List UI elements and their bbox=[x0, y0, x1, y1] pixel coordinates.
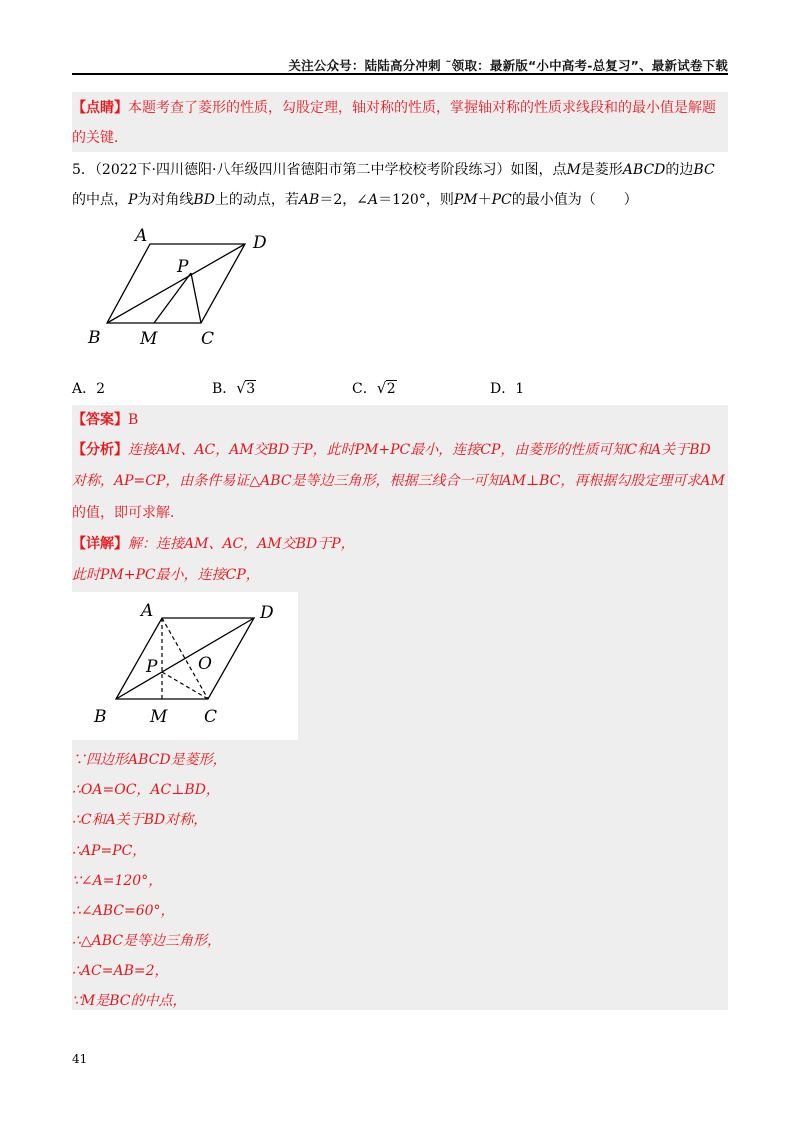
answer-value: B bbox=[128, 412, 139, 428]
answer-options bbox=[72, 378, 732, 400]
sqrt-symbol: √ 3 bbox=[236, 379, 256, 397]
q-text: 为对角线 bbox=[137, 192, 194, 208]
option-value: 1 bbox=[515, 381, 525, 397]
step-7: ∴△ABC是等边三角形， bbox=[72, 933, 222, 949]
question-line-2 bbox=[72, 190, 732, 210]
label-c: C bbox=[201, 329, 215, 349]
q-var-pm: PM bbox=[453, 192, 478, 208]
option-a bbox=[72, 378, 105, 398]
q-text: 的中点， bbox=[72, 192, 128, 208]
detail-tag: 【详解】 bbox=[72, 536, 128, 552]
analysis-line-3: 的值，即可求解． bbox=[72, 505, 184, 521]
answer-tag: 【答案】 bbox=[72, 412, 128, 428]
option-letter: A． bbox=[72, 381, 97, 397]
step-4: ∴AP=PC， bbox=[72, 843, 147, 859]
label-o: O bbox=[198, 654, 212, 674]
analysis-text-1: 连接AM、AC，AM交BD于P，此时PM+PC最小，连接CP，由菱形的性质可知C和A关于BD bbox=[128, 442, 711, 458]
q-var-bd: BD bbox=[193, 192, 215, 208]
comment-line-2: 的关键． bbox=[72, 130, 128, 146]
label-d: D bbox=[253, 233, 267, 253]
label-p: P bbox=[146, 657, 158, 677]
page-header: 关注公众号：陆陆高分冲刺 ˜领取：最新版“小中高考-总复习”、最新试卷下载 bbox=[288, 58, 728, 73]
step-2: ∴OA=OC，AC⊥BD， bbox=[72, 782, 220, 798]
option-b bbox=[212, 378, 256, 398]
analysis-line-2: 对称，AP=CP，由条件易证△ABC是等边三角形，根据三线合一可知AM⊥BC，再根据勾股定理可求AM bbox=[72, 473, 725, 489]
segment-pm bbox=[154, 273, 191, 323]
label-m: M bbox=[150, 707, 168, 727]
q-var-m: M bbox=[566, 162, 581, 178]
label-c: C bbox=[204, 707, 218, 727]
analysis-tag: 【分析】 bbox=[72, 442, 128, 458]
q-var-bc: BC bbox=[693, 162, 715, 178]
sqrt-symbol: √ 2 bbox=[376, 379, 396, 397]
q-text: 的边 bbox=[665, 162, 694, 178]
q-var-abcd: ABCD bbox=[622, 162, 666, 178]
analysis-line-1 bbox=[72, 440, 732, 460]
label-a: A bbox=[135, 226, 148, 246]
step-6: ∴∠ABC=60°， bbox=[72, 903, 175, 919]
diagonal-bd bbox=[107, 244, 245, 323]
rhombus-figure-2 bbox=[72, 592, 298, 740]
comment-tag: 【点睛】 bbox=[72, 100, 128, 116]
step-5: ∵∠A=120°， bbox=[72, 873, 163, 889]
header-rule bbox=[72, 73, 728, 75]
comment-line-1 bbox=[72, 98, 732, 118]
q-text: ＝2，∠ bbox=[319, 192, 368, 208]
label-m: M bbox=[140, 329, 158, 349]
option-d bbox=[490, 378, 524, 398]
label-d: D bbox=[260, 603, 274, 623]
detail-line-2: 此时PM+PC最小，连接CP， bbox=[72, 567, 260, 583]
comment-text-1: 本题考查了菱形的性质，勾股定理，轴对称的性质，掌握轴对称的性质求线段和的最小值是解题 bbox=[128, 100, 716, 116]
label-b: B bbox=[88, 328, 101, 348]
option-letter: B． bbox=[212, 381, 237, 397]
q-var-pc: PC bbox=[491, 192, 512, 208]
step-9: ∵M是BC的中点， bbox=[72, 993, 187, 1009]
label-a: A bbox=[141, 601, 154, 621]
step-8: ∴AC=AB=2， bbox=[72, 963, 169, 979]
q-text: ＋ bbox=[477, 192, 492, 208]
q-var-a: A bbox=[367, 192, 379, 208]
page-number: 41 bbox=[72, 1052, 88, 1066]
q-text: ＝120°，则 bbox=[378, 192, 454, 208]
option-value: 3 bbox=[246, 381, 256, 397]
option-letter: D． bbox=[490, 381, 516, 397]
question-line-1 bbox=[72, 160, 732, 180]
q-text: 是菱形 bbox=[580, 162, 623, 178]
question-source: （2022下·四川德阳·八年级四川省德阳市第二中学校校考阶段练习）如图，点 bbox=[94, 162, 567, 178]
option-value: 2 bbox=[96, 381, 106, 397]
label-p: P bbox=[177, 257, 189, 277]
detail-text-1: 解：连接AM、AC，AM交BD于P， bbox=[128, 536, 355, 552]
detail-line-1 bbox=[72, 534, 732, 554]
option-c bbox=[352, 378, 397, 398]
q-var-ab: AB bbox=[298, 192, 320, 208]
label-b: B bbox=[94, 707, 107, 727]
q-var-p: P bbox=[128, 192, 138, 208]
question-number: 5． bbox=[72, 162, 95, 178]
rhombus-figure-1 bbox=[82, 226, 282, 354]
step-3: ∴C和A关于BD对称， bbox=[72, 812, 208, 828]
step-1: ∵四边形ABCD是菱形， bbox=[72, 752, 227, 768]
option-letter: C． bbox=[352, 381, 377, 397]
q-text: 的最小值为（ ） bbox=[511, 192, 638, 208]
answer-line bbox=[72, 410, 732, 430]
segment-pc bbox=[191, 273, 201, 323]
option-value: 2 bbox=[386, 381, 396, 397]
q-text: 上的动点，若 bbox=[214, 192, 299, 208]
